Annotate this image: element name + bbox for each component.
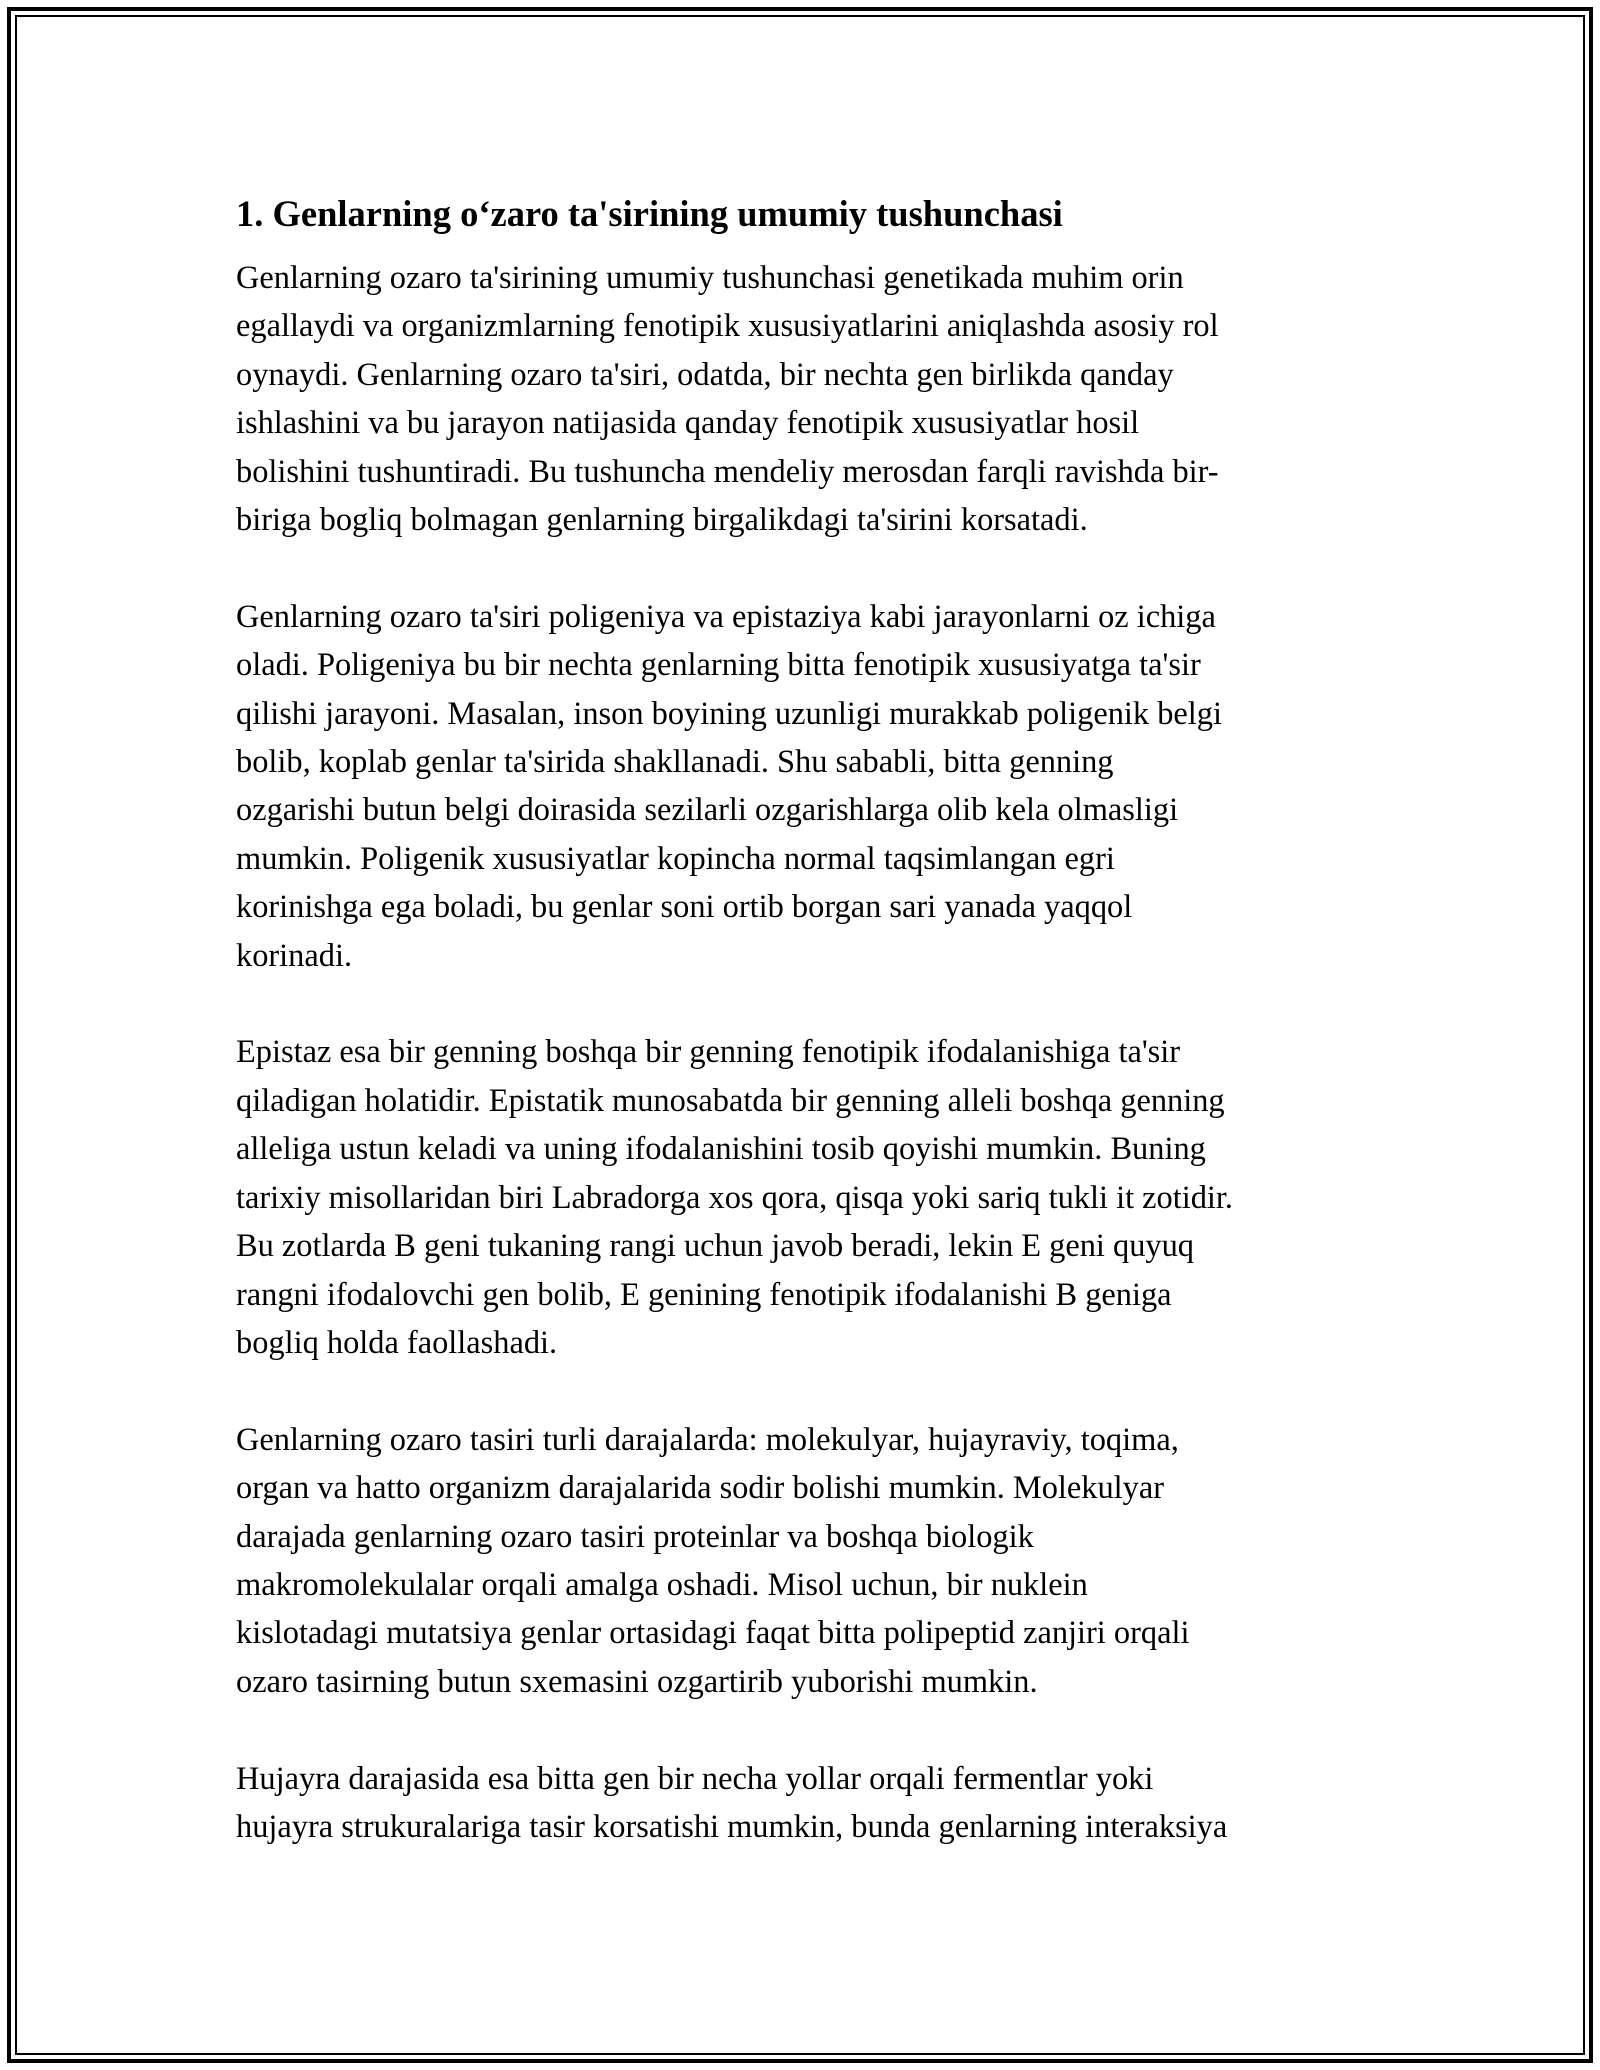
paragraph-line: oladi. Poligeniya bu bir nechta genlarning bitta fenotipik xususiyatga ta'sir xyxy=(236,647,1201,684)
paragraph-line: oynaydi. Genlarning ozaro ta'siri, odatda, bir nechta gen birlikda qanday xyxy=(236,356,1174,393)
paragraph-line: ishlashini va bu jarayon natijasida qanday fenotipik xususiyatlar hosil xyxy=(236,405,1140,442)
paragraph-line: kislotadagi mutatsiya genlar ortasidagi faqat bitta polipeptid zanjiri orqali xyxy=(236,1615,1190,1652)
paragraph-line: bolib, koplab genlar ta'sirida shakllanadi. Shu sababli, bitta genning xyxy=(236,744,1114,781)
paragraph-line: ozgarishi butun belgi doirasida sezilarli ozgarishlarga olib kela olmasligi xyxy=(236,792,1179,829)
paragraph-line: egallaydi va organizmlarning fenotipik xususiyatlarini aniqlashda asosiy rol xyxy=(236,308,1219,345)
paragraph-list xyxy=(236,254,1376,1851)
paragraph-line: qiladigan holatidir. Epistatik munosabatda bir genning alleli boshqa genning xyxy=(236,1082,1225,1119)
paragraph-line: makromolekulalar orqali amalga oshadi. Misol uchun, bir nuklein xyxy=(236,1566,1088,1603)
paragraph-line: tarixiy misollaridan biri Labradorga xos qora, qisqa yoki sariq tukli it zotidir. xyxy=(236,1179,1234,1216)
paragraph-line: mumkin. Poligenik xususiyatlar kopincha normal taqsimlangan egri xyxy=(236,840,1115,877)
paragraph-line: korinadi. xyxy=(236,937,353,974)
paragraph-line: hujayra strukuralariga tasir korsatishi mumkin, bunda genlarning interaksiya xyxy=(236,1808,1228,1845)
paragraph-line: korinishga ega boladi, bu genlar soni ortib borgan sari yanada yaqqol xyxy=(236,889,1133,926)
paragraph-line: Genlarning ozaro tasiri turli darajalarda: molekulyar, hujayraviy, toqima, xyxy=(236,1421,1179,1458)
paragraph xyxy=(236,1028,1376,1367)
paragraph xyxy=(236,593,1376,980)
paragraph-line: ozaro tasirning butun sxemasini ozgartirib yuborishi mumkin. xyxy=(236,1663,1038,1700)
paragraph-line: Epistaz esa bir genning boshqa bir genning fenotipik ifodalanishiga ta'sir xyxy=(236,1034,1181,1071)
paragraph xyxy=(236,1755,1376,1852)
paragraph-line: Bu zotlarda B geni tukaning rangi uchun javob beradi, lekin E geni quyuq xyxy=(236,1228,1194,1265)
paragraph-line: alleliga ustun keladi va uning ifodalanishini tosib qoyishi mumkin. Buning xyxy=(236,1131,1206,1168)
paragraph-line: qilishi jarayoni. Masalan, inson boyining uzunligi murakkab poligenik belgi xyxy=(236,695,1222,732)
paragraph-line: Genlarning ozaro ta'sirining umumiy tushunchasi genetikada muhim orin xyxy=(236,260,1184,296)
paragraph xyxy=(236,254,1376,544)
paragraph-line: biriga bogliq bolmagan genlarning birgalikdagi ta'sirini korsatadi. xyxy=(236,502,1088,539)
paragraph-line: darajada genlarning ozaro tasiri proteinlar va boshqa biologik xyxy=(236,1518,1034,1555)
paragraph-line: organ va hatto organizm darajalarida sodir bolishi mumkin. Molekulyar xyxy=(236,1470,1165,1507)
paragraph-line: Genlarning ozaro ta'siri poligeniya va epistaziya kabi jarayonlarni oz ichiga xyxy=(236,598,1216,635)
section-heading: 1. Genlarning o‘zaro ta'sirining umumiy tushunchasi xyxy=(236,193,1063,234)
document-body xyxy=(236,186,1376,1851)
paragraph-line: bolishini tushuntiradi. Bu tushuncha mendeliy merosdan farqli ravishda bir- xyxy=(236,453,1219,490)
paragraph-line: bogliq holda faollashadi. xyxy=(236,1324,558,1361)
paragraph-line: rangni ifodalovchi gen bolib, E genining fenotipik ifodalanishi B geniga xyxy=(236,1276,1172,1313)
paragraph-line: Hujayra darajasida esa bitta gen bir necha yollar orqali fermentlar yoki xyxy=(236,1760,1154,1797)
paragraph xyxy=(236,1416,1376,1706)
